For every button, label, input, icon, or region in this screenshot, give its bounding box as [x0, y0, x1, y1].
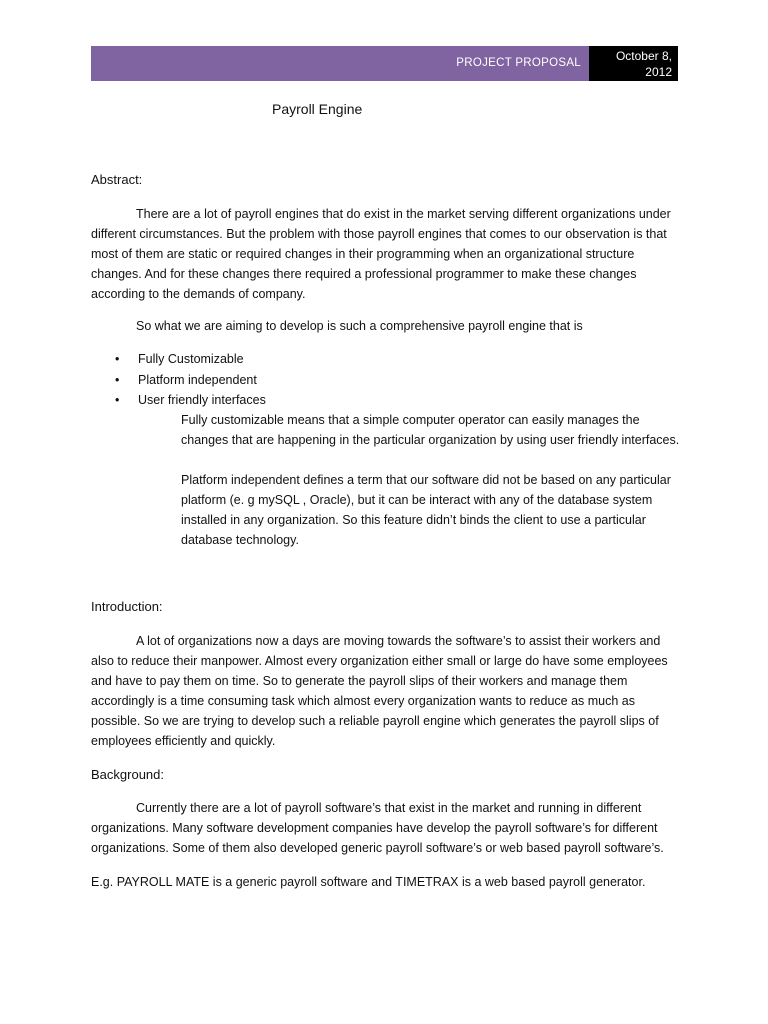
list-item-label: Platform independent [138, 372, 257, 387]
list-item [91, 390, 266, 411]
feature-list [91, 349, 266, 411]
introduction-heading: Introduction: [91, 599, 163, 614]
customizable-detail: Fully customizable means that a simple computer operator can easily manages the changes that are happening in the particular organization by using user friendly interfaces. [181, 413, 680, 447]
header-band [91, 46, 589, 81]
date-line-2: 2012 [645, 65, 672, 79]
bullet-icon: • [115, 352, 120, 366]
list-item-label: User friendly interfaces [138, 393, 266, 407]
list-item [91, 349, 266, 370]
abstract-paragraph-1: There are a lot of payroll engines that do exist in the market serving different organizations under different circumstances. But the problem with those payroll engines that comes to our observation is that most of them are static or required changes in their programming when an organizational structure changes. And for these changes there required a professional programmer to make these changes according to the demands of company. [91, 207, 671, 301]
document-title: Payroll Engine [272, 101, 363, 117]
list-item-label: Fully Customizable [138, 352, 244, 366]
background-paragraph-2: E.g. PAYROLL MATE is a generic payroll software and TIMETRAX is a web based payroll generator. [91, 875, 646, 889]
background-paragraph-1: Currently there are a lot of payroll software’s that exist in the market and running in different organizations. Many software development companies have develop the payroll software’s for different organizations. Some of them also developed generic payroll software’s or web based payroll software’s. [91, 801, 664, 855]
date-line-1: October 8, [615, 49, 672, 63]
abstract-paragraph-2: So what we are aiming to develop is such a comprehensive payroll engine that is [136, 319, 583, 333]
abstract-heading: Abstract: [91, 172, 143, 187]
introduction-paragraph: A lot of organizations now a days are moving towards the software’s to assist their workers and also to reduce their manpower. Almost every organization either small or large do have some employees and have to pay them on time. So to generate the payroll slips of their workers and manage them accordingly is a time consuming task which almost every organization wants to reduce as much as possible. So we are trying to develop such a reliable payroll engine which generates the payroll slips of employees efficiently and quickly. [91, 634, 668, 748]
date-box [589, 46, 678, 81]
header-label: PROJECT PROPOSAL [456, 57, 581, 69]
bullet-icon: • [115, 393, 120, 407]
list-item [91, 370, 266, 391]
bullet-icon: • [115, 372, 120, 387]
background-heading: Background: [91, 767, 164, 782]
platform-detail: Platform independent defines a term that our software did not be based on any particular platform (e. g mySQL , Oracle), but it can be interact with any of the database system installed in any organization. So this feature didn’t binds the client to use a particular database technology. [181, 473, 671, 547]
